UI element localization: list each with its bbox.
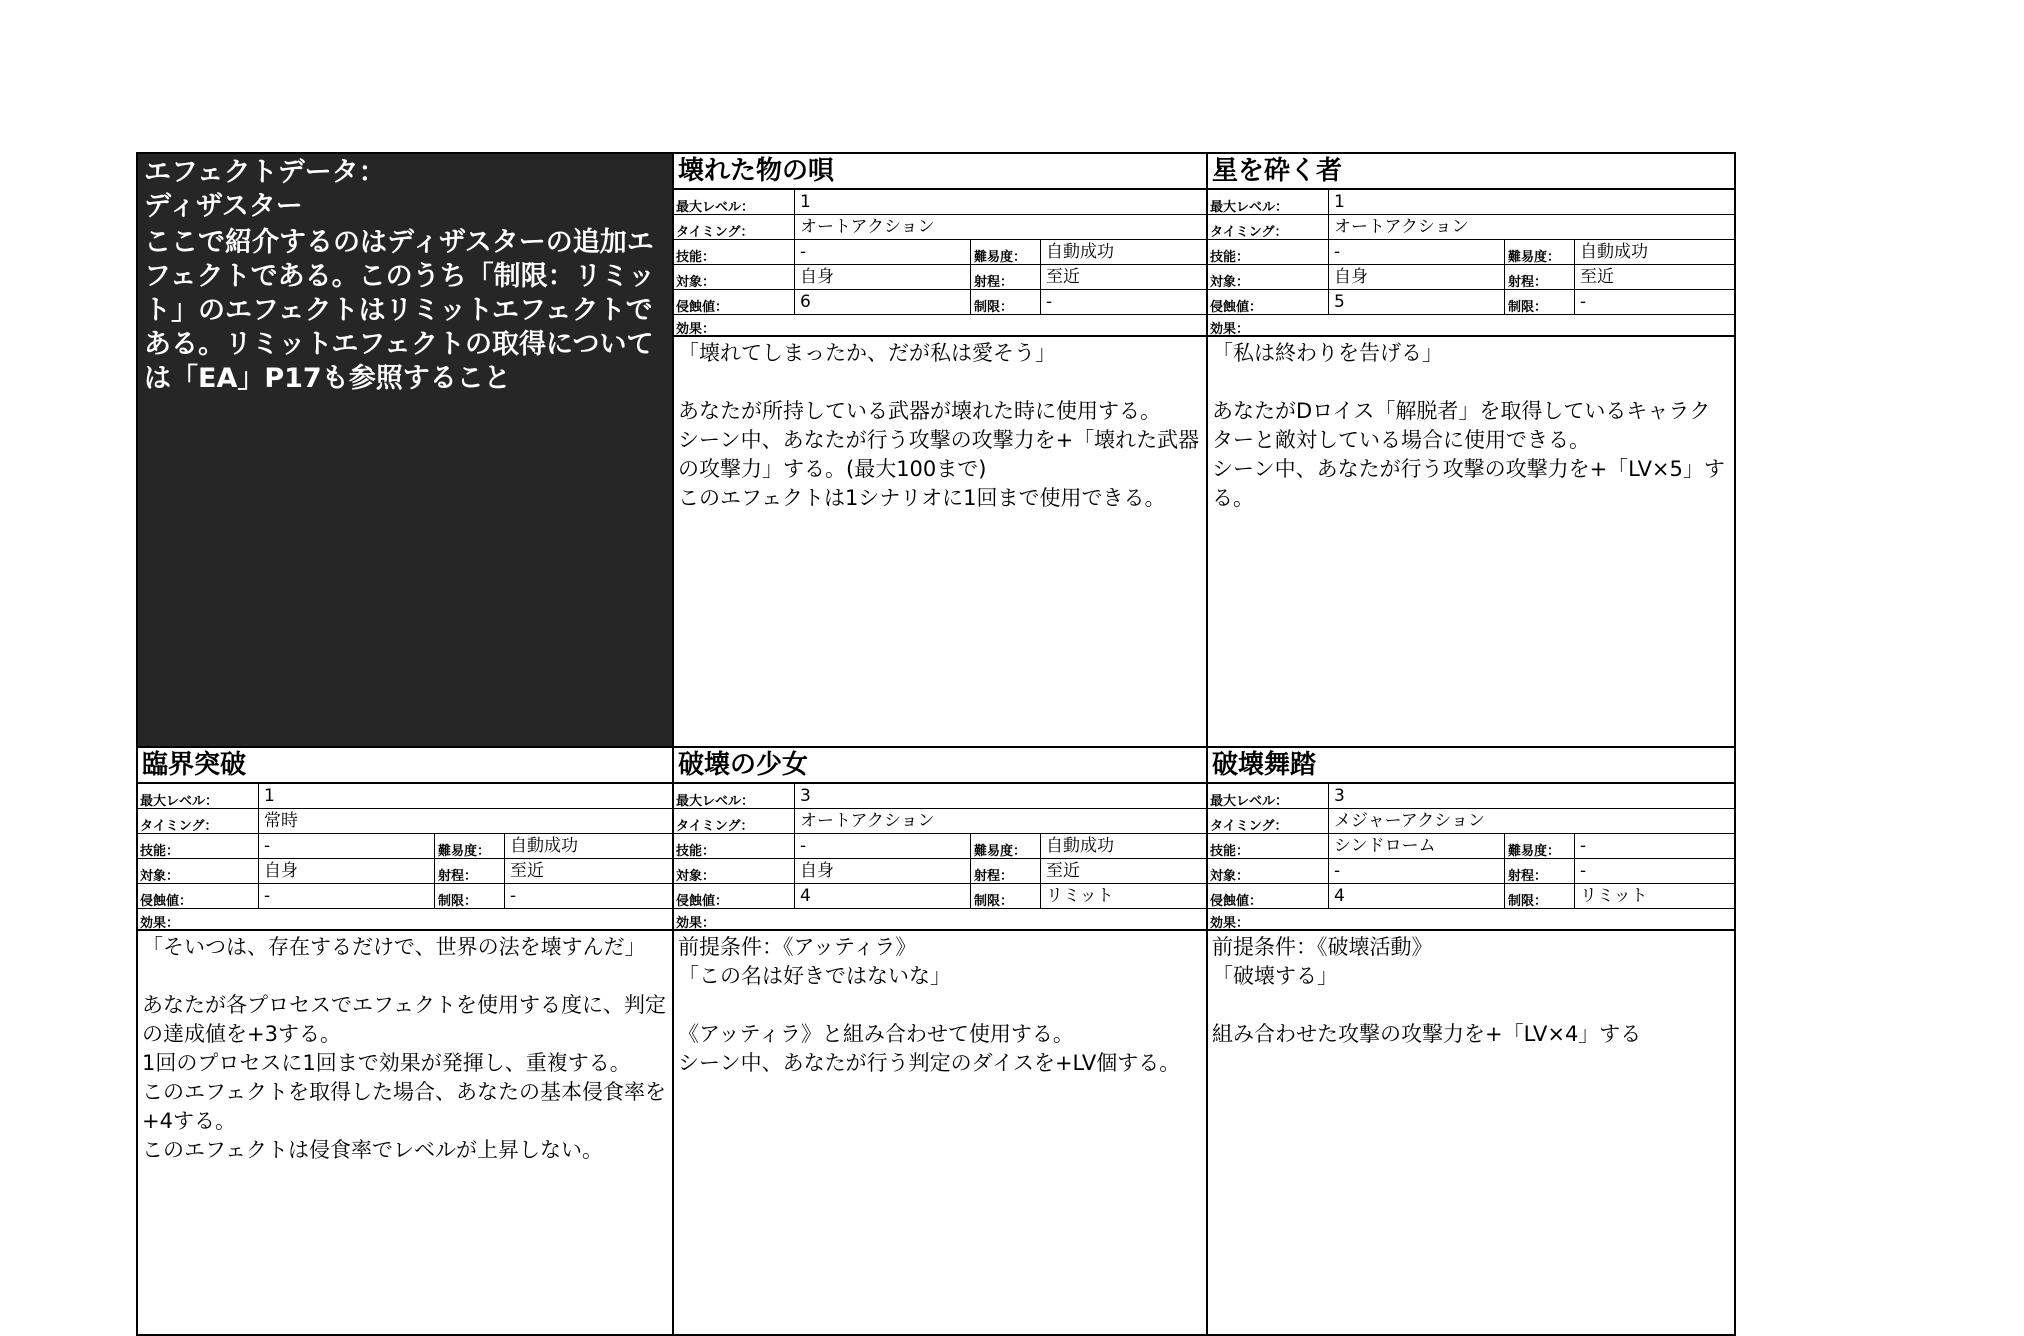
restriction-label: 制限：: [1508, 894, 1548, 909]
target-row: [138, 859, 672, 884]
timing-label: タイミング：: [1210, 819, 1288, 834]
range-value: 至近: [1580, 267, 1614, 287]
max-level-value: 1: [800, 192, 811, 212]
erosion-label: 侵蝕値：: [1210, 300, 1263, 315]
erosion-value: 6: [800, 292, 811, 312]
effect-description: 前提条件：《破壊活動》 「破壊する」 組み合わせた攻撃の攻撃力を+「LV×4」する: [1212, 935, 1642, 1046]
target-row: [1208, 859, 1734, 884]
effect-card: [138, 746, 672, 1334]
erosion-row: [1208, 884, 1734, 909]
difficulty-value: 自動成功: [1046, 242, 1114, 262]
effect-label-row: [674, 909, 1206, 931]
restriction-value: -: [1046, 292, 1053, 312]
target-value: -: [1334, 861, 1341, 881]
restriction-label: 制限：: [1508, 300, 1548, 315]
target-label: 対象：: [1210, 275, 1250, 290]
restriction-label: 制限：: [438, 894, 478, 909]
max-level-label: 最大レベル：: [676, 794, 755, 809]
max-level-row: [1208, 784, 1734, 809]
timing-label: タイミング：: [1210, 225, 1288, 240]
effect-card: [672, 746, 1206, 1334]
target-label: 対象：: [676, 869, 716, 884]
erosion-label: 侵蝕値：: [676, 894, 729, 909]
skill-label: 技能：: [1210, 250, 1250, 265]
max-level-value: 3: [1334, 786, 1345, 806]
difficulty-label: 難易度：: [1508, 250, 1561, 265]
erosion-value: 4: [800, 886, 811, 906]
target-label: 対象：: [140, 869, 180, 884]
effect-title: 破壊舞踏: [1208, 748, 1734, 784]
effect-description: 「そいつは、存在するだけで、世界の法を壊すんだ」 あなたが各プロセスでエフェクトを使用する度に、判定の達成値を+3する。 1回のプロセスに1回まで効果が発揮し、重複する。 このエフェクトを取得した場合、あなたの基本侵食率を+4する。 このエフェクトは侵食率でレベルが上昇しない。: [142, 935, 666, 1162]
difficulty-value: 自動成功: [1046, 836, 1114, 856]
erosion-value: -: [264, 886, 271, 906]
erosion-row: [1208, 290, 1734, 315]
effect-label-row: [138, 909, 672, 931]
max-level-row: [1208, 190, 1734, 215]
skill-value: -: [800, 836, 807, 856]
timing-value: 常時: [264, 811, 298, 831]
target-label: 対象：: [676, 275, 716, 290]
range-value: 至近: [510, 861, 544, 881]
difficulty-value: 自動成功: [510, 836, 578, 856]
effect-title: 破壊の少女: [674, 748, 1206, 784]
skill-value: シンドローム: [1334, 836, 1436, 856]
max-level-row: [674, 190, 1206, 215]
skill-row: [1208, 834, 1734, 859]
effect-title: 臨界突破: [138, 748, 672, 784]
skill-row: [674, 834, 1206, 859]
max-level-label: 最大レベル：: [676, 200, 755, 215]
target-label: 対象：: [1210, 869, 1250, 884]
target-row: [674, 859, 1206, 884]
skill-label: 技能：: [676, 844, 716, 859]
erosion-row: [138, 884, 672, 909]
effect-description: 「私は終わりを告げる」 あなたがDロイス「解脱者」を取得しているキャラクターと敵対している場合に使用できる。 シーン中、あなたが行う攻撃の攻撃力を+「LV×5」する。: [1212, 341, 1725, 510]
target-value: 自身: [800, 267, 834, 287]
skill-value: -: [800, 242, 807, 262]
erosion-value: 5: [1334, 292, 1345, 312]
effect-title: 壊れた物の唄: [674, 154, 1206, 190]
erosion-label: 侵蝕値：: [676, 300, 729, 315]
max-level-value: 1: [1334, 192, 1345, 212]
range-value: 至近: [1046, 861, 1080, 881]
effect-sheet: [136, 152, 1736, 1336]
effect-description: 「壊れてしまったか、だが私は愛そう」 あなたが所持している武器が壊れた時に使用する。 シーン中、あなたが行う攻撃の攻撃力を+「壊れた武器の攻撃力」する。(最大100まで) このエフェクトは1シナリオに1回まで使用できる。: [678, 341, 1200, 510]
skill-row: [138, 834, 672, 859]
erosion-label: 侵蝕値：: [1210, 894, 1263, 909]
timing-row: [674, 215, 1206, 240]
target-row: [674, 265, 1206, 290]
restriction-value: リミット: [1580, 886, 1648, 906]
difficulty-label: 難易度：: [1508, 844, 1561, 859]
timing-row: [674, 809, 1206, 834]
timing-row: [1208, 215, 1734, 240]
target-value: 自身: [1334, 267, 1368, 287]
effect-card: [1206, 154, 1734, 746]
range-label: 射程：: [974, 869, 1014, 884]
target-value: 自身: [264, 861, 298, 881]
skill-label: 技能：: [140, 844, 180, 859]
range-label: 射程：: [1508, 869, 1548, 884]
target-row: [1208, 265, 1734, 290]
range-label: 射程：: [1508, 275, 1548, 290]
difficulty-label: 難易度：: [974, 844, 1027, 859]
timing-value: オートアクション: [800, 811, 935, 831]
effect-card: [672, 154, 1206, 746]
effect-label: 効果：: [676, 916, 716, 931]
max-level-value: 3: [800, 786, 811, 806]
max-level-label: 最大レベル：: [1210, 794, 1289, 809]
skill-row: [1208, 240, 1734, 265]
timing-value: メジャーアクション: [1334, 811, 1485, 831]
target-value: 自身: [800, 861, 834, 881]
effect-label: 効果：: [1210, 322, 1250, 337]
range-label: 射程：: [438, 869, 478, 884]
max-level-row: [674, 784, 1206, 809]
restriction-value: -: [1580, 292, 1587, 312]
timing-row: [1208, 809, 1734, 834]
range-value: 至近: [1046, 267, 1080, 287]
max-level-row: [138, 784, 672, 809]
skill-row: [674, 240, 1206, 265]
erosion-value: 4: [1334, 886, 1345, 906]
intro-syndrome-name: ディザスター: [144, 191, 303, 222]
max-level-label: 最大レベル：: [140, 794, 219, 809]
erosion-label: 侵蝕値：: [140, 894, 193, 909]
restriction-value: リミット: [1046, 886, 1114, 906]
timing-label: タイミング：: [140, 819, 218, 834]
timing-label: タイミング：: [676, 819, 754, 834]
intro-heading: エフェクトデータ：: [144, 157, 386, 188]
effect-label: 効果：: [676, 322, 716, 337]
restriction-label: 制限：: [974, 300, 1014, 315]
timing-value: オートアクション: [800, 217, 935, 237]
range-label: 射程：: [974, 275, 1014, 290]
skill-label: 技能：: [676, 250, 716, 265]
erosion-row: [674, 290, 1206, 315]
max-level-value: 1: [264, 786, 275, 806]
intro-description: ここで紹介するのはディザスターの追加エフェクトである。このうち「制限：リミット」のエフェクトはリミットエフェクトである。リミットエフェクトの取得については「EA」P17も参照すること: [144, 227, 656, 394]
effect-label-row: [674, 315, 1206, 337]
difficulty-label: 難易度：: [974, 250, 1027, 265]
difficulty-label: 難易度：: [438, 844, 491, 859]
effect-label: 効果：: [1210, 916, 1250, 931]
max-level-label: 最大レベル：: [1210, 200, 1289, 215]
timing-row: [138, 809, 672, 834]
effect-label-row: [1208, 315, 1734, 337]
difficulty-value: 自動成功: [1580, 242, 1648, 262]
range-value: -: [1580, 861, 1587, 881]
skill-value: -: [1334, 242, 1341, 262]
skill-value: -: [264, 836, 271, 856]
timing-label: タイミング：: [676, 225, 754, 240]
erosion-row: [674, 884, 1206, 909]
effect-label: 効果：: [140, 916, 180, 931]
restriction-value: -: [510, 886, 517, 906]
intro-panel: [138, 154, 672, 746]
timing-value: オートアクション: [1334, 217, 1469, 237]
effect-description: 前提条件：《アッティラ》 「この名は好きではないな」 《アッティラ》と組み合わせて使用する。 シーン中、あなたが行う判定のダイスを+LV個する。: [678, 935, 1181, 1075]
effect-label-row: [1208, 909, 1734, 931]
difficulty-value: -: [1580, 836, 1587, 856]
skill-label: 技能：: [1210, 844, 1250, 859]
effect-title: 星を砕く者: [1208, 154, 1734, 190]
effect-card: [1206, 746, 1734, 1334]
restriction-label: 制限：: [974, 894, 1014, 909]
